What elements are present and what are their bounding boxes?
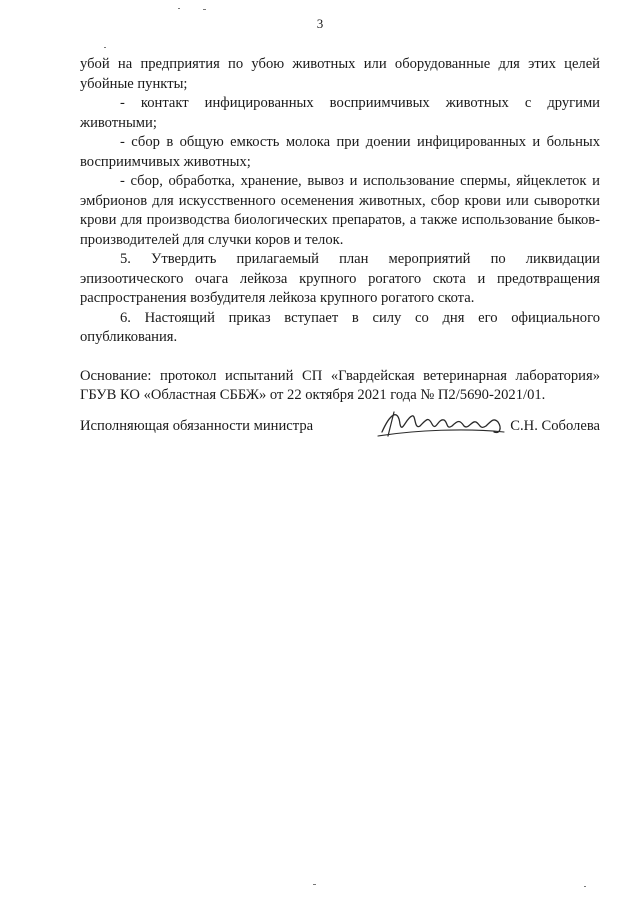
basis-paragraph: Основание: протокол испытаний СП «Гвардейская ветеринарная лаборатория» ГБУВ КО «Областная СББЖ» от 22 октября 2021 года № П2/5690-2021/01.: [80, 367, 600, 403]
scan-speck: [203, 9, 206, 10]
paragraph-item-5: 5. Утвердить прилагаемый план мероприятий по ликвидации эпизоотического очага лейкоза крупного рогатого скота и предотвращения распространения возбудителя лейкоза крупного рогатого скота.: [80, 251, 600, 306]
paragraph-sperm: - сбор, обработка, хранение, вывоз и использование спермы, яйцеклеток и эмбрионов для искусственного осеменения животных, сбор крови или сыворотки крови для производства биологических препаратов, а также использование быков-производителей для случки коров и телок.: [80, 173, 600, 248]
scan-speck: [178, 8, 180, 9]
paragraph-milk: - сбор в общую емкость молока при доении инфицированных и больных восприимчивых животных;: [80, 134, 600, 170]
paragraph-slaughter: убой на предприятия по убою животных или оборудованные для этих целей убойные пункты;: [80, 56, 600, 92]
page-number: 3: [316, 16, 324, 31]
scan-speck: [104, 47, 106, 48]
handwritten-signature: [376, 406, 526, 440]
document-body: [80, 55, 600, 406]
signature-block: [80, 412, 600, 442]
signatory-name: С.Н. Соболева: [510, 418, 600, 434]
scan-speck: [313, 884, 316, 885]
signatory-title: Исполняющая обязанности министра: [80, 418, 314, 434]
scan-speck: [584, 886, 586, 887]
paragraph-contact: - контакт инфицированных восприимчивых животных с другими животными;: [80, 95, 600, 131]
paragraph-item-6: 6. Настоящий приказ вступает в силу со дня его официального опубликования.: [80, 309, 600, 345]
